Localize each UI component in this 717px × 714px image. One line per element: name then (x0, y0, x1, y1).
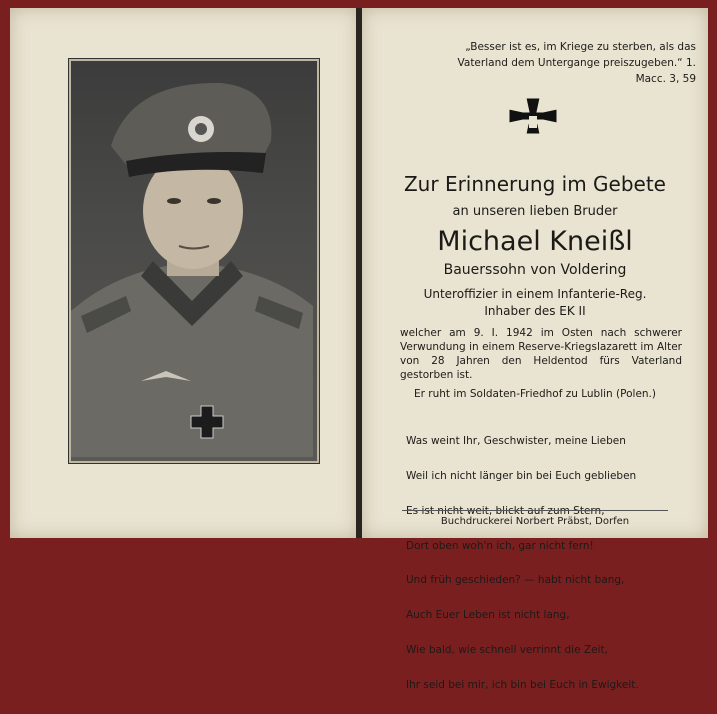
bible-quote (434, 39, 696, 87)
occupation-line: Bauerssohn von Voldering (443, 262, 627, 278)
poem-line: Dort oben woh'n ich, gar nicht fern! (406, 539, 594, 552)
poem-line: Es ist nicht weit, blickt auf zum Stern, (406, 504, 605, 517)
poem-line: Ihr seid bei mir, ich bin bei Euch in Ewigkeit. (406, 678, 639, 691)
soldier-portrait-photo (71, 61, 317, 461)
poem-line: Wie bald, wie schnell verrinnt die Zeit, (406, 643, 608, 656)
rank-line: Unteroffizier in einem Infanterie-Reg. (423, 287, 647, 301)
poem-line: Weil ich nicht länger bin bei Euch geblieben (406, 469, 637, 482)
memorial-heading: Zur Erinnerung im Gebete (403, 172, 666, 196)
portrait-photo-frame (68, 58, 320, 464)
poem-line: Auch Euer Leben ist nicht lang, (406, 609, 570, 622)
award-line: Inhaber des EK II (484, 304, 586, 318)
quote-reference: 1. Macc. 3, 59 (635, 57, 696, 85)
divider (402, 510, 668, 511)
iron-cross-icon (507, 96, 559, 152)
poem-line: Was weint Ihr, Geschwister, meine Lieben (406, 435, 626, 448)
printer-credit: Buchdruckerei Norbert Präbst, Dorfen (440, 516, 630, 527)
text-panel (362, 8, 708, 691)
poem-line: Und früh geschieden? — habt nicht bang, (406, 574, 625, 587)
rank-block (362, 286, 708, 320)
memorial-poem (406, 413, 696, 714)
portrait-panel (10, 8, 358, 538)
burial-line: Er ruht im Soldaten-Friedhof zu Lublin (Polen.) (414, 388, 656, 400)
quote-text: „Besser ist es, im Kriege zu sterben, als das Vaterland dem Untergange preiszugeben.“ (457, 41, 696, 69)
memorial-subheading: an unseren lieben Bruder (452, 204, 618, 219)
death-text: welcher am 9. I. 1942 im Osten nach schwerer Verwundung in einem Reserve-Kriegslazarett im Alter von 28 Jahren den Heldentod fürs Vaterland gestorben ist. (400, 327, 682, 381)
deceased-name: Michael Kneißl (437, 226, 633, 257)
